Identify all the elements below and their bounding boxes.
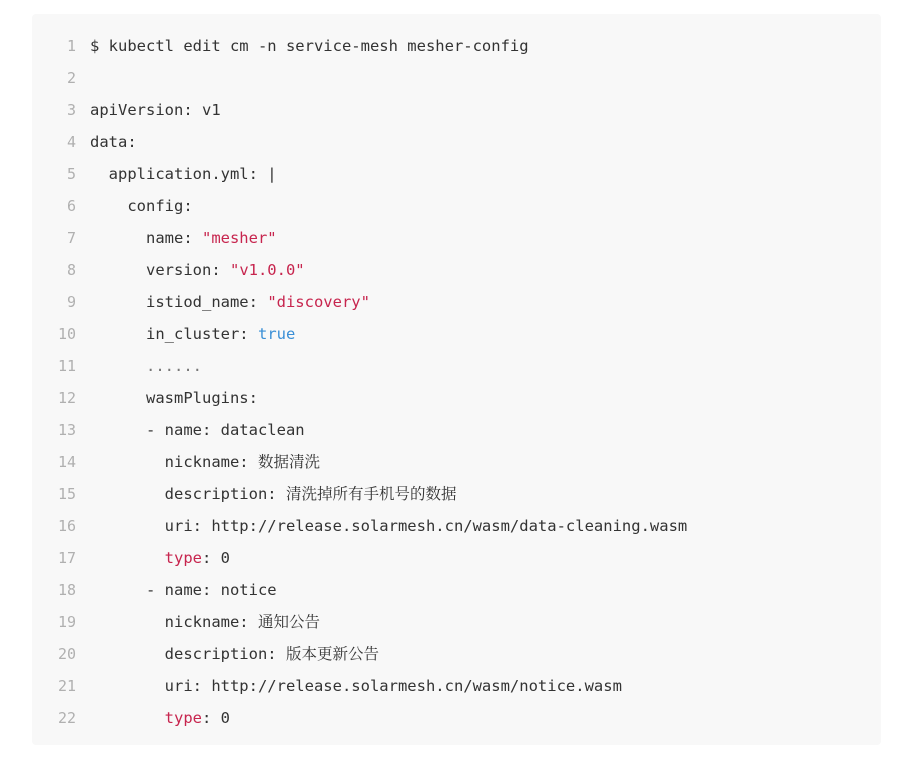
line-number: 2: [66, 69, 76, 87]
line-content: [90, 606, 320, 638]
code-line: [32, 606, 881, 638]
code-token: $ kubectl edit cm -n service-mesh mesher-config: [90, 37, 529, 55]
code-token: type: [164, 549, 202, 567]
code-token: name:: [90, 229, 202, 247]
code-line: [32, 30, 881, 62]
line-content: [90, 542, 230, 574]
code-token: in_cluster:: [90, 325, 258, 343]
code-block[interactable]: [32, 14, 881, 745]
code-line: [32, 190, 881, 222]
line-content: [90, 638, 379, 670]
line-number: 11: [57, 357, 76, 375]
code-token: nickname: 通知公告: [90, 613, 320, 631]
line-number: 16: [57, 517, 76, 535]
code-token: : 0: [201, 709, 230, 727]
code-line: [32, 62, 881, 94]
line-number: 10: [57, 325, 76, 343]
line-number: 14: [57, 453, 76, 471]
line-content: [90, 126, 137, 158]
line-number: 8: [66, 261, 76, 279]
code-line: [32, 414, 881, 446]
line-number: 7: [66, 229, 76, 247]
code-line: [32, 94, 881, 126]
code-token: data:: [90, 133, 137, 151]
code-line: [32, 254, 881, 286]
code-token: description: 版本更新公告: [90, 645, 379, 663]
line-number: 22: [57, 709, 76, 727]
code-line: [32, 350, 881, 382]
line-number: 1: [66, 37, 76, 55]
code-line: [32, 478, 881, 510]
code-token: - name: notice: [90, 581, 277, 599]
line-number: 21: [57, 677, 76, 695]
line-content: [90, 414, 305, 446]
line-number: 9: [66, 293, 76, 311]
line-content: [90, 254, 305, 286]
code-token: type: [164, 709, 202, 727]
code-token: - name: dataclean: [90, 421, 305, 439]
line-content: [90, 190, 193, 222]
line-content: [90, 446, 320, 478]
line-content: [90, 222, 277, 254]
code-line: [32, 126, 881, 158]
line-number: 12: [57, 389, 76, 407]
line-content: [90, 286, 370, 318]
code-line: [32, 446, 881, 478]
code-token: version:: [90, 261, 230, 279]
line-number: 5: [66, 165, 76, 183]
code-token: config:: [90, 197, 193, 215]
code-token: wasmPlugins:: [90, 389, 258, 407]
line-content: [90, 574, 277, 606]
line-number: 20: [57, 645, 76, 663]
line-content: [90, 510, 687, 542]
line-content: [90, 30, 529, 62]
line-number: 6: [66, 197, 76, 215]
code-token: [90, 709, 165, 727]
code-token: nickname: 数据清洗: [90, 453, 320, 471]
line-content: [90, 382, 258, 414]
line-content: [90, 670, 622, 702]
code-line: [32, 318, 881, 350]
code-token: [90, 549, 165, 567]
code-token: ......: [90, 357, 202, 375]
code-line: [32, 574, 881, 606]
code-token: : 0: [201, 549, 230, 567]
code-token: "v1.0.0": [229, 261, 305, 279]
code-line: [32, 702, 881, 734]
code-lines: [32, 30, 881, 734]
line-number: 17: [57, 549, 76, 567]
code-line: [32, 158, 881, 190]
line-number: 4: [66, 133, 76, 151]
code-token: "discovery": [267, 293, 370, 311]
code-line: [32, 638, 881, 670]
code-token: "mesher": [201, 229, 277, 247]
line-number: 18: [57, 581, 76, 599]
code-token: uri: http://release.solarmesh.cn/wasm/notice.wasm: [90, 677, 622, 695]
line-content: [90, 350, 202, 382]
line-content: [90, 702, 230, 734]
line-content: [90, 478, 456, 510]
code-token: uri: http://release.solarmesh.cn/wasm/data-cleaning.wasm: [90, 517, 688, 535]
code-token: istiod_name:: [90, 293, 268, 311]
code-token: description: 清洗掉所有手机号的数据: [90, 485, 457, 503]
code-line: [32, 510, 881, 542]
line-number: 19: [57, 613, 76, 631]
code-line: [32, 382, 881, 414]
code-token: true: [257, 325, 296, 343]
code-token: application.yml: |: [90, 165, 277, 183]
code-line: [32, 222, 881, 254]
code-line: [32, 670, 881, 702]
code-line: [32, 286, 881, 318]
code-line: [32, 542, 881, 574]
line-content: [90, 94, 221, 126]
line-number: 3: [66, 101, 76, 119]
line-number: 15: [57, 485, 76, 503]
line-content: [90, 158, 277, 190]
code-token: apiVersion: v1: [90, 101, 221, 119]
line-number: 13: [57, 421, 76, 439]
line-content: [90, 318, 295, 350]
